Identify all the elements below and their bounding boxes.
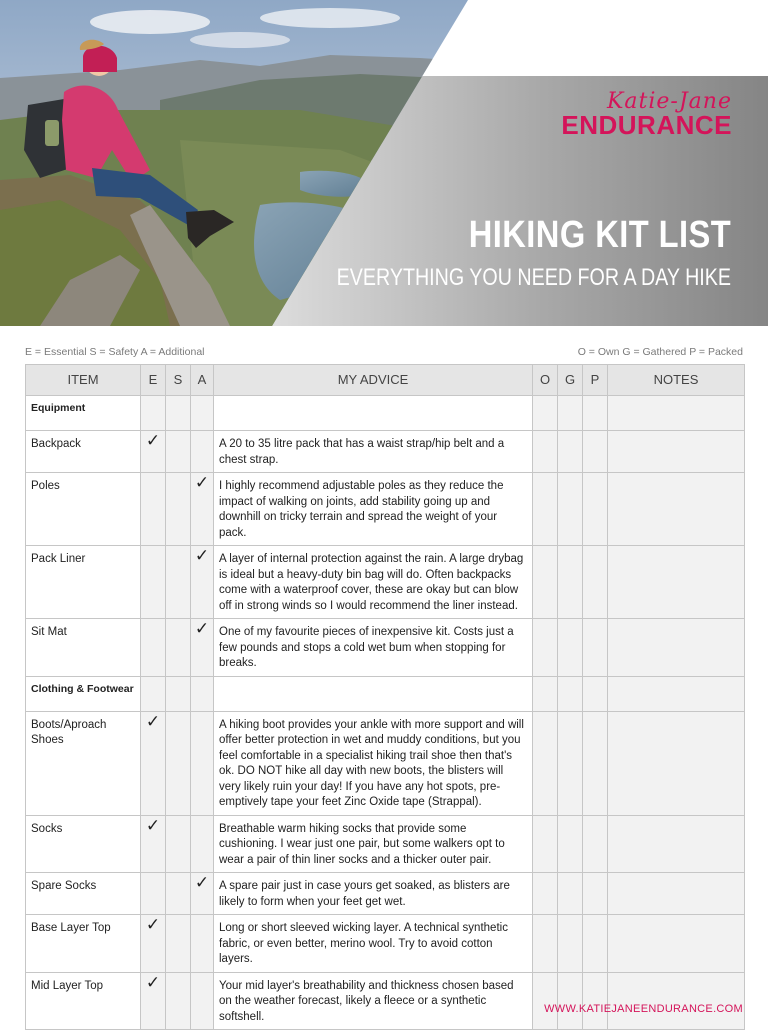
safety-check xyxy=(166,546,191,619)
packed-checkbox[interactable] xyxy=(583,873,608,915)
header-safety: S xyxy=(166,365,191,396)
table-row xyxy=(26,711,745,815)
notes-cell[interactable] xyxy=(608,431,745,473)
safety-check xyxy=(166,431,191,473)
safety-check xyxy=(166,915,191,973)
advice-text: One of my favourite pieces of inexpensive kit. Costs just a few pounds and stops a cold wet bum when stopping for breaks. xyxy=(214,619,533,677)
packed-checkbox[interactable] xyxy=(583,972,608,1030)
additional-check xyxy=(191,972,214,1030)
safety-check xyxy=(166,711,191,815)
item-name: Spare Socks xyxy=(26,873,141,915)
notes-cell[interactable] xyxy=(608,473,745,546)
packed-checkbox[interactable] xyxy=(583,619,608,677)
brand-logo xyxy=(561,89,732,140)
essential-check xyxy=(141,546,166,619)
additional-check: ✓ xyxy=(191,546,214,619)
notes-cell[interactable] xyxy=(608,711,745,815)
logo-main-text: ENDURANCE xyxy=(561,110,732,140)
advice-text: Long or short sleeved wicking layer. A technical synthetic fabric, or even better, merino wool. Try to avoid cotton layers. xyxy=(214,915,533,973)
own-checkbox[interactable] xyxy=(533,473,558,546)
gathered-checkbox[interactable] xyxy=(558,711,583,815)
own-checkbox[interactable] xyxy=(533,915,558,973)
section-title: Equipment xyxy=(26,396,141,431)
packed-checkbox[interactable] xyxy=(583,431,608,473)
own-checkbox[interactable] xyxy=(533,972,558,1030)
additional-cell xyxy=(191,396,214,431)
header-own: O xyxy=(533,365,558,396)
notes-cell[interactable] xyxy=(608,972,745,1030)
gathered-checkbox[interactable] xyxy=(558,546,583,619)
advice-text: I highly recommend adjustable poles as they reduce the impact of walking on joints, add stability going up and downhill on tricky terrain and spread the weight of your pack. xyxy=(214,473,533,546)
own-checkbox[interactable] xyxy=(533,431,558,473)
table-row xyxy=(26,473,745,546)
table-row xyxy=(26,431,745,473)
gathered-checkbox[interactable] xyxy=(558,972,583,1030)
notes-cell[interactable] xyxy=(608,815,745,873)
notes-cell[interactable] xyxy=(608,546,745,619)
essential-check xyxy=(141,619,166,677)
additional-check: ✓ xyxy=(191,873,214,915)
item-name: Boots/Aproach Shoes xyxy=(26,711,141,815)
table-row xyxy=(26,972,745,1030)
table-row xyxy=(26,546,745,619)
essential-check: ✓ xyxy=(141,431,166,473)
additional-cell xyxy=(191,676,214,711)
essential-cell xyxy=(141,396,166,431)
section-row xyxy=(26,396,745,431)
packed-checkbox[interactable] xyxy=(583,711,608,815)
additional-check xyxy=(191,915,214,973)
website-url[interactable]: WWW.KATIEJANEENDURANCE.COM xyxy=(544,1003,743,1015)
essential-check xyxy=(141,873,166,915)
table-header-row xyxy=(26,365,745,396)
header-item: ITEM xyxy=(26,365,141,396)
item-name: Base Layer Top xyxy=(26,915,141,973)
gathered-checkbox[interactable] xyxy=(558,915,583,973)
own-checkbox[interactable] xyxy=(533,711,558,815)
gathered-checkbox[interactable] xyxy=(558,815,583,873)
safety-check xyxy=(166,815,191,873)
notes-cell[interactable] xyxy=(608,676,745,711)
header-essential: E xyxy=(141,365,166,396)
table-row xyxy=(26,873,745,915)
gathered-checkbox[interactable] xyxy=(558,396,583,431)
header-additional: A xyxy=(191,365,214,396)
kit-list-table xyxy=(25,364,745,1030)
safety-check xyxy=(166,473,191,546)
safety-check xyxy=(166,619,191,677)
packed-checkbox[interactable] xyxy=(583,473,608,546)
packed-checkbox[interactable] xyxy=(583,546,608,619)
gathered-checkbox[interactable] xyxy=(558,431,583,473)
own-checkbox[interactable] xyxy=(533,619,558,677)
essential-check xyxy=(141,473,166,546)
packed-checkbox[interactable] xyxy=(583,396,608,431)
notes-cell[interactable] xyxy=(608,619,745,677)
essential-check: ✓ xyxy=(141,915,166,973)
legend-category: E = Essential S = Safety A = Additional xyxy=(25,346,205,358)
section-title: Clothing & Footwear xyxy=(26,676,141,711)
safety-cell xyxy=(166,396,191,431)
page-title: HIKING KIT LIST xyxy=(468,214,731,256)
gathered-checkbox[interactable] xyxy=(558,676,583,711)
header-packed: P xyxy=(583,365,608,396)
advice-text: Your mid layer's breathability and thickness chosen based on the weather forecast, likely a fleece or a synthetic softshell. xyxy=(214,972,533,1030)
item-name: Socks xyxy=(26,815,141,873)
essential-check: ✓ xyxy=(141,815,166,873)
advice-cell xyxy=(214,396,533,431)
own-checkbox[interactable] xyxy=(533,815,558,873)
additional-check xyxy=(191,431,214,473)
item-name: Mid Layer Top xyxy=(26,972,141,1030)
gathered-checkbox[interactable] xyxy=(558,619,583,677)
item-name: Poles xyxy=(26,473,141,546)
gathered-checkbox[interactable] xyxy=(558,873,583,915)
additional-check: ✓ xyxy=(191,473,214,546)
advice-cell xyxy=(214,676,533,711)
essential-check: ✓ xyxy=(141,711,166,815)
notes-cell[interactable] xyxy=(608,915,745,973)
item-name: Pack Liner xyxy=(26,546,141,619)
advice-text: A layer of internal protection against the rain. A large drybag is ideal but a heavy-duty bin bag will do. Often backpacks come with a waterproof cover, these are okay but can blow off in strong winds so I would recommend the liner instead. xyxy=(214,546,533,619)
additional-check xyxy=(191,711,214,815)
advice-text: A spare pair just in case yours get soaked, as blisters are likely to form when your feet get wet. xyxy=(214,873,533,915)
advice-text: Breathable warm hiking socks that provide some cushioning. I wear just one pair, but some walkers opt to wear a pair of thin liner socks and a thicker outer pair. xyxy=(214,815,533,873)
packed-checkbox[interactable] xyxy=(583,676,608,711)
notes-cell[interactable] xyxy=(608,873,745,915)
advice-text: A 20 to 35 litre pack that has a waist strap/hip belt and a chest strap. xyxy=(214,431,533,473)
section-row xyxy=(26,676,745,711)
safety-check xyxy=(166,972,191,1030)
item-name: Backpack xyxy=(26,431,141,473)
packed-checkbox[interactable] xyxy=(583,915,608,973)
table-row xyxy=(26,619,745,677)
additional-check: ✓ xyxy=(191,619,214,677)
packed-checkbox[interactable] xyxy=(583,815,608,873)
additional-check xyxy=(191,815,214,873)
safety-cell xyxy=(166,676,191,711)
own-checkbox[interactable] xyxy=(533,676,558,711)
essential-check: ✓ xyxy=(141,972,166,1030)
gathered-checkbox[interactable] xyxy=(558,473,583,546)
table-row xyxy=(26,915,745,973)
item-name: Sit Mat xyxy=(26,619,141,677)
header-advice: MY ADVICE xyxy=(214,365,533,396)
advice-text: A hiking boot provides your ankle with more support and will offer better protection in wet and muddy conditions, but you feel comfortable in a specialist hiking trail shoe then that's ok. DO NOT hike all day with new boots, the blisters will very likely ruin your day! If you have any hot spots, pre-emptively tape your feet Zinc Oxide tape (Strappal). xyxy=(214,711,533,815)
essential-cell xyxy=(141,676,166,711)
notes-cell[interactable] xyxy=(608,396,745,431)
table-row xyxy=(26,815,745,873)
header-notes: NOTES xyxy=(608,365,745,396)
header-gathered: G xyxy=(558,365,583,396)
own-checkbox[interactable] xyxy=(533,873,558,915)
own-checkbox[interactable] xyxy=(533,546,558,619)
legend-status: O = Own G = Gathered P = Packed xyxy=(577,346,743,358)
logo-script-text: Katie-Jane xyxy=(606,89,732,114)
safety-check xyxy=(166,873,191,915)
page-subtitle: EVERYTHING YOU NEED FOR A DAY HIKE xyxy=(336,264,731,291)
own-checkbox[interactable] xyxy=(533,396,558,431)
